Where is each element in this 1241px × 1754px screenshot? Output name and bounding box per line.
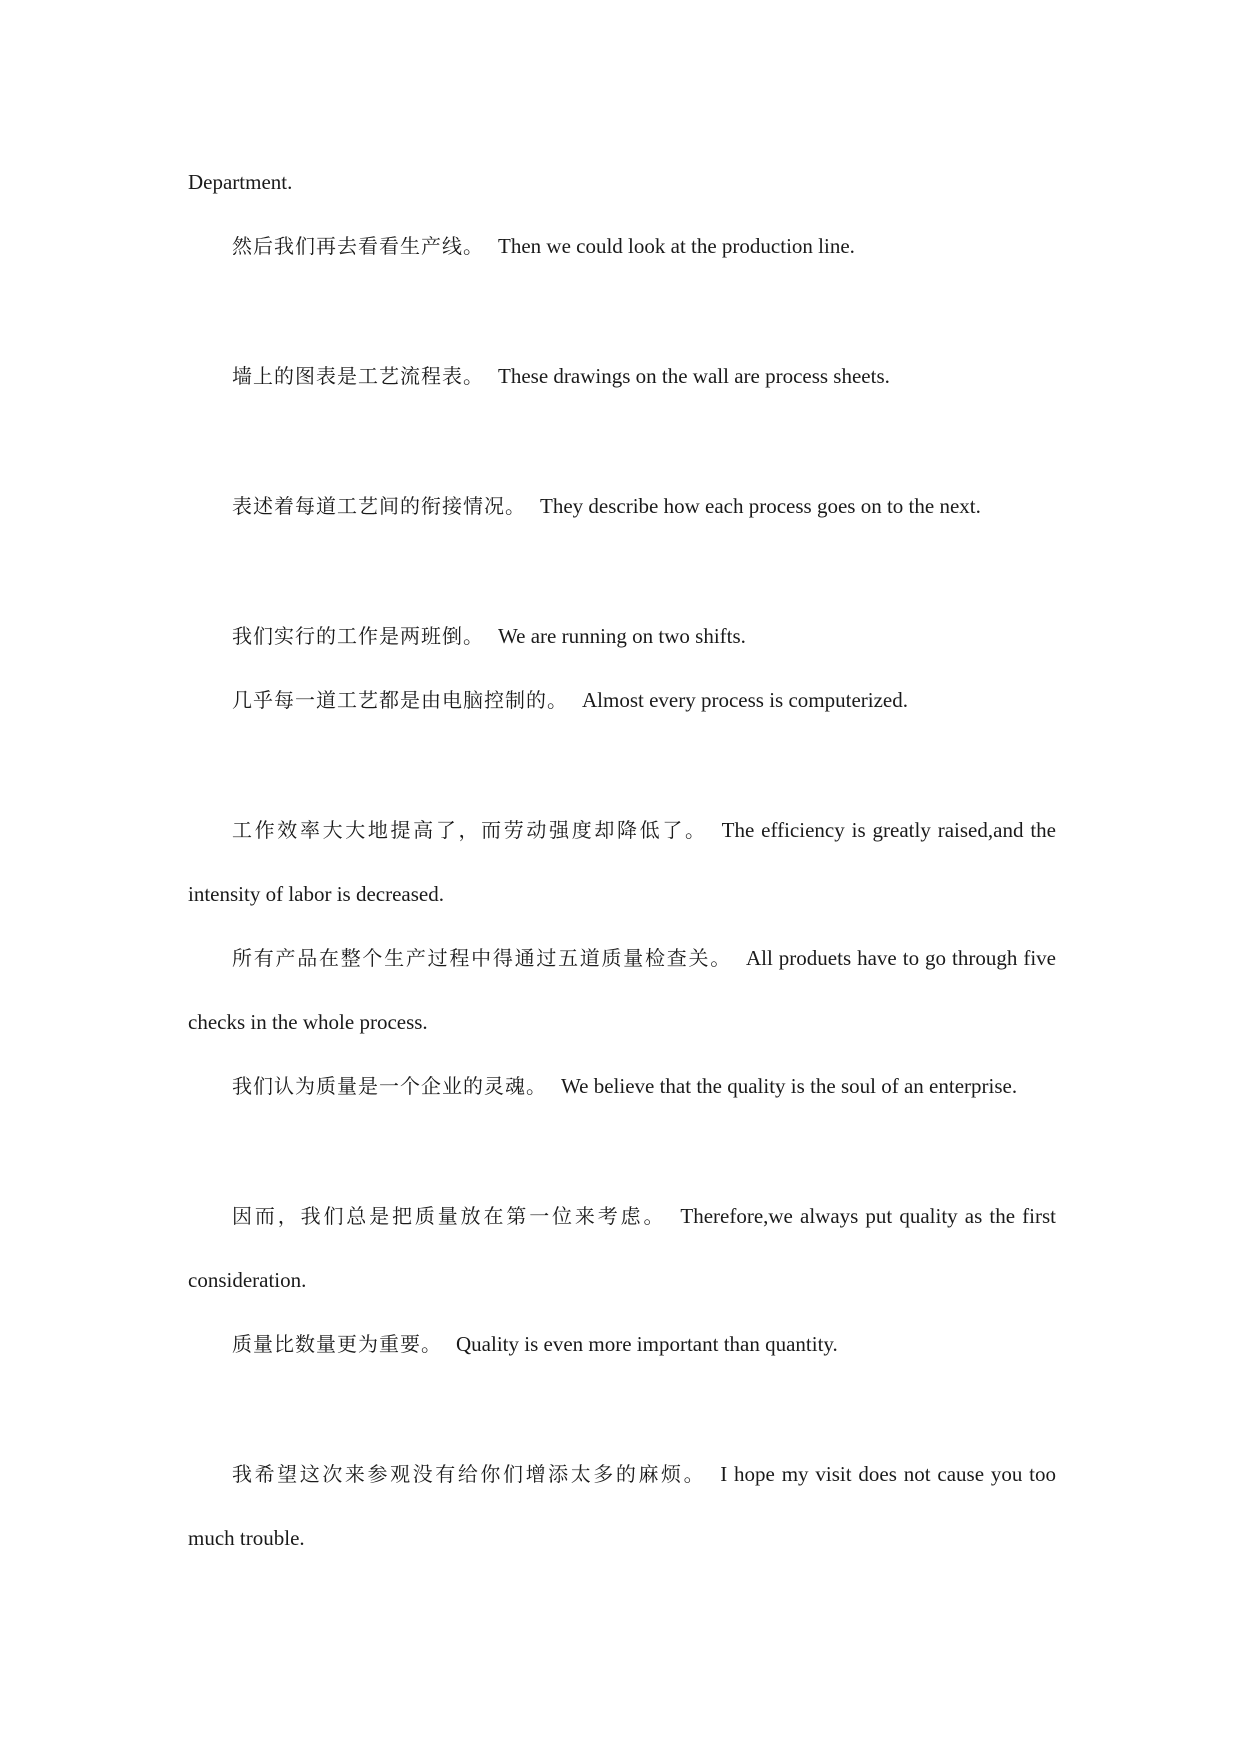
paragraph-9 — [188, 1054, 1056, 1118]
paragraph-3-en: These drawings on the wall are process sheets. — [498, 364, 890, 388]
paragraph-10-en: Therefore,we always put quality as the first consideration. — [188, 1204, 1056, 1292]
paragraph-1 — [188, 150, 1056, 214]
paragraph-2-zh: 然后我们再去看看生产线。 — [232, 234, 484, 258]
paragraph-12-en: I hope my visit does not cause you too much trouble. — [188, 1462, 1057, 1550]
paragraph-6-zh: 几乎每一道工艺都是由电脑控制的。 — [232, 688, 568, 712]
paragraph-5-zh: 我们实行的工作是两班倒。 — [232, 624, 484, 648]
paragraph-3-zh: 墙上的图表是工艺流程表。 — [232, 364, 484, 388]
paragraph-9-zh: 我们认为质量是一个企业的灵魂。 — [232, 1074, 547, 1098]
paragraph-5 — [188, 604, 1056, 668]
paragraph-3 — [188, 344, 1056, 408]
paragraph-6-en: Almost every process is computerized. — [582, 688, 908, 712]
paragraph-11-zh: 质量比数量更为重要。 — [232, 1332, 442, 1356]
paragraph-12-zh: 我希望这次来参观没有给你们增添太多的麻烦。 — [232, 1462, 707, 1486]
paragraph-2-en: Then we could look at the production line. — [498, 234, 855, 258]
paragraph-4-zh: 表述着每道工艺间的衔接情况。 — [232, 494, 526, 518]
paragraph-12 — [188, 1442, 1056, 1570]
paragraph-7-en: The efficiency is greatly raised,and the intensity of labor is decreased. — [188, 818, 1057, 906]
paragraph-7-zh: 工作效率大大地提高了，而劳动强度却降低了。 — [232, 818, 708, 842]
paragraph-7 — [188, 798, 1056, 926]
paragraph-4 — [188, 474, 1056, 538]
paragraph-9-en: We believe that the quality is the soul of an enterprise. — [561, 1074, 1018, 1098]
paragraph-10 — [188, 1184, 1056, 1312]
document-body — [188, 150, 1056, 1570]
paragraph-6 — [188, 668, 1056, 732]
paragraph-5-en: We are running on two shifts. — [498, 624, 746, 648]
paragraph-1-en: Department. — [188, 170, 293, 194]
paragraph-8-zh: 所有产品在整个生产过程中得通过五道质量检查关。 — [232, 946, 732, 970]
paragraph-8 — [188, 926, 1056, 1054]
paragraph-10-zh: 因而，我们总是把质量放在第一位来考虑。 — [232, 1204, 667, 1228]
paragraph-4-en: They describe how each process goes on to the next. — [540, 494, 981, 518]
paragraph-11-en: Quality is even more important than quantity. — [456, 1332, 838, 1356]
paragraph-11 — [188, 1312, 1056, 1376]
paragraph-2 — [188, 214, 1056, 278]
paragraph-8-en: All produets have to go through five checks in the whole process. — [188, 946, 1057, 1034]
